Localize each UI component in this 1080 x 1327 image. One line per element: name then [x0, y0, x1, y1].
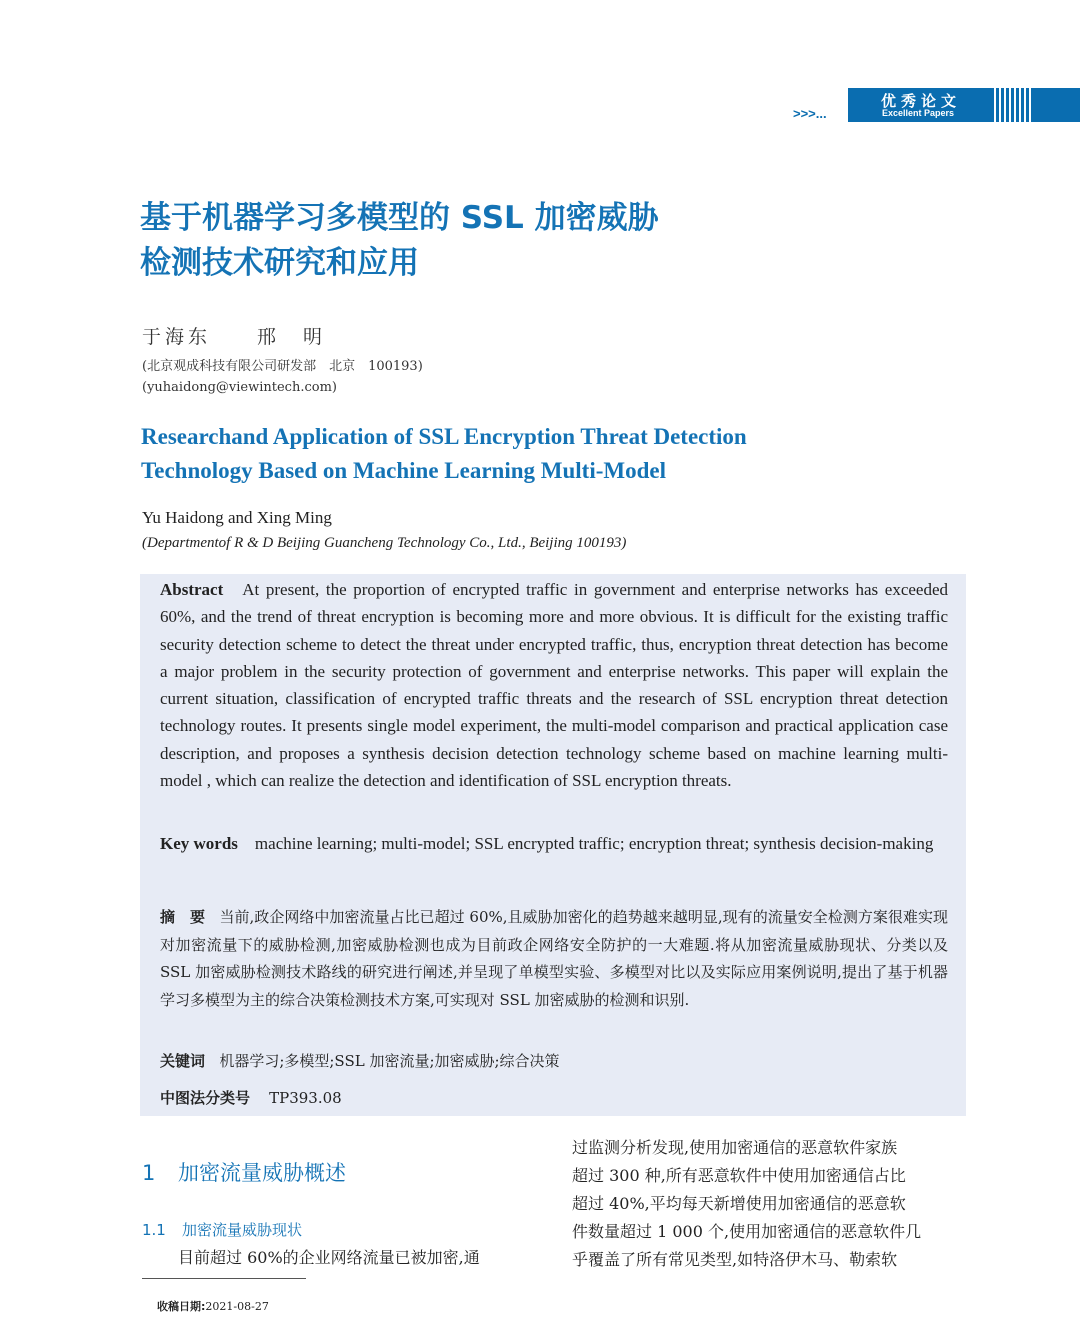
column-banner: [848, 88, 1080, 122]
title-zh-line-2: 检测技术研究和应用: [140, 245, 419, 281]
abstract-label-en: Abstract: [160, 580, 224, 599]
footnote-divider: [142, 1278, 306, 1279]
body-right-line: 超过 40%,平均每天新增使用加密通信的恶意软: [572, 1194, 906, 1213]
received-date-footnote: [157, 1298, 269, 1314]
section-1-number: 1: [142, 1161, 156, 1185]
section-1-1-number: 1.1: [142, 1221, 166, 1239]
column-label-zh: 优秀论文: [881, 92, 962, 110]
title-zh-line-1: 基于机器学习多模型的 SSL 加密威胁: [140, 200, 659, 236]
clc-label: 中图法分类号: [160, 1089, 251, 1107]
affiliation-en: (Departmentof R & D Beijing Guancheng Technology Co., Ltd., Beijing 100193): [142, 535, 627, 551]
banner-stripes-decoration: [994, 88, 1034, 122]
keywords-label-zh: 关键词: [160, 1052, 206, 1070]
paper-title-zh: [140, 196, 659, 286]
title-en-line-1: Researchand Application of SSL Encryption Threat Detection: [141, 424, 747, 449]
abstract-zh: [160, 904, 948, 1014]
authors-en: Yu Haidong and Xing Ming: [142, 508, 332, 527]
keywords-en: [160, 830, 948, 857]
keywords-text-zh: 机器学习;多模型;SSL 加密流量;加密威胁;综合决策: [219, 1052, 560, 1070]
abstract-en: [160, 576, 948, 794]
abstract-label-zh: 摘 要: [160, 908, 206, 926]
keywords-text-en: machine learning; multi-model; SSL encrypted traffic; encryption threat; synthesis decision-making: [254, 834, 934, 853]
body-right-line: 超过 300 种,所有恶意软件中使用加密通信占比: [572, 1166, 906, 1185]
body-text-right: [572, 1134, 968, 1274]
section-1-1-heading: [142, 1219, 302, 1240]
title-en-line-2: Technology Based on Machine Learning Multi-Model: [141, 458, 666, 483]
body-right-line: 件数量超过 1 000 个,使用加密通信的恶意软件几: [572, 1222, 922, 1241]
authors-zh: 于海东 邢 明: [142, 326, 327, 348]
section-1-1-title: 加密流量威胁现状: [182, 1221, 303, 1239]
body-text-left: 目前超过 60%的企业网络流量已被加密,通: [178, 1248, 480, 1267]
body-right-line: 乎覆盖了所有常见类型,如特洛伊木马、勒索软: [572, 1250, 898, 1269]
keywords-zh: [160, 1050, 948, 1071]
abstract-box: [140, 574, 966, 1116]
abstract-text-zh: 当前,政企网络中加密流量占比已超过 60%,且威胁加密化的趋势越来越明显,现有的流量安全检测方案很难实现对加密流量下的威胁检测,加密威胁检测也成为目前政企网络安全防护的一大难题.将从加密流量威胁现状、分类以及 SSL 加密威胁检测技术路线的研究进行阐述,并呈现了单模型实验、多模型对比以及实际应用案例说明,提出了基于机器学习多模型为主的综合决策检测技术方案,可实现对 SSL 加密威胁的检测和识别.: [160, 908, 948, 1009]
affiliation-zh: (北京观成科技有限公司研发部 北京 100193): [142, 359, 423, 374]
keywords-label-en: Key words: [160, 834, 238, 853]
footnote-label: 收稿日期:: [157, 1300, 206, 1313]
body-right-line: 过监测分析发现,使用加密通信的恶意软件家族: [572, 1138, 898, 1157]
classification-number: [160, 1087, 342, 1108]
abstract-text-en: At present, the proportion of encrypted traffic in government and enterprise networks has exceeded 60%, and the trend of threat encryption is becoming more and more obvious. It is difficult for the existing traffic security detection scheme to detect the threat under encrypted traffic, thus, encryption threat detection has become a major problem in the security protection of government and enterprise networks. This paper will explain the current situation, classification of encrypted traffic threats and the research of SSL encryption threat detection technology routes. It presents single model experiment, the multi-model comparison and practical application case description, and proposes a synthesis decision detection technology scheme based on machine learning multi-model , which can realize the detection and identification of SSL encryption threats.: [160, 580, 948, 791]
footnote-date: 2021-08-27: [205, 1300, 269, 1313]
column-label-en: Excellent Papers: [882, 108, 955, 118]
chevron-arrows-icon: >>>...: [793, 106, 827, 121]
author-email: (yuhaidong@viewintech.com): [142, 380, 337, 395]
clc-value: TP393.08: [269, 1089, 342, 1107]
section-1-heading: [142, 1157, 346, 1187]
section-1-title: 加密流量威胁概述: [178, 1161, 346, 1185]
paper-title-en: [141, 420, 747, 488]
